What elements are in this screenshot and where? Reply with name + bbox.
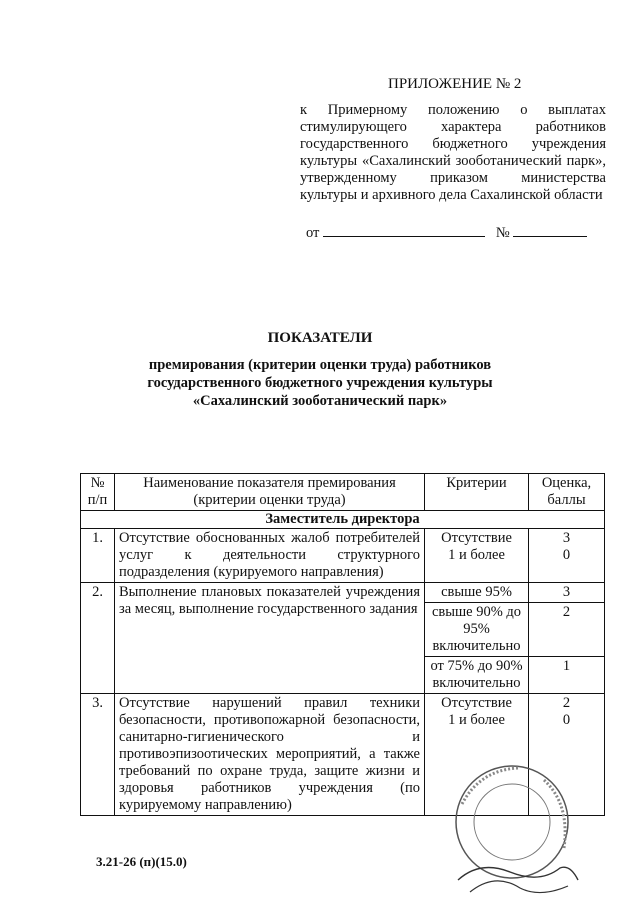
row-name: Отсутствие обоснованных жалоб потребителей услуг к деятельности структурного подразделения (курируемого направления) <box>115 529 425 583</box>
row-criteria: свыше 90% до 95% включительно <box>425 603 529 657</box>
subtitle-line-3: «Сахалинский зооботанический парк» <box>192 393 448 409</box>
row-num: 2. <box>81 583 115 694</box>
stamp-seal <box>440 760 590 900</box>
header-criteria: Критерии <box>425 474 529 511</box>
row-score: 3 <box>529 583 605 603</box>
section-title: Заместитель директора <box>81 511 605 529</box>
score-value: 3 <box>562 530 571 546</box>
section-row <box>81 511 605 529</box>
score-value: 2 <box>562 695 571 711</box>
table-row <box>81 583 605 603</box>
criteria-value: Отсутствие <box>441 695 512 711</box>
score-value: 0 <box>562 712 571 728</box>
table-row <box>81 529 605 583</box>
appendix-text: к Примерному положению о выплатах стимулирующего характера работников государственного бюджетного учреждения культуры «Сахалинский зооботанический парк», утвержденному приказом министерства культуры и архивного дела Сахалинской области <box>300 102 606 203</box>
document-title: ПОКАЗАТЕЛИ <box>267 330 373 346</box>
header-num: № п/п <box>81 474 115 511</box>
number-label: № <box>495 225 510 241</box>
stamp-ring-lettering <box>462 768 518 804</box>
criteria-value: 1 и более <box>448 547 505 563</box>
row-score: 1 <box>529 657 605 694</box>
appendix-title: ПРИЛОЖЕНИЕ № 2 <box>388 76 522 92</box>
score-value: 0 <box>562 547 571 563</box>
row-criteria <box>425 529 529 583</box>
row-score: 2 <box>529 603 605 657</box>
stamp-ring-lettering <box>544 780 565 848</box>
row-name: Выполнение плановых показателей учреждения за месяц, выполнение государственного задания <box>115 583 425 694</box>
header-score: Оценка, баллы <box>529 474 605 511</box>
criteria-value: Отсутствие <box>441 530 512 546</box>
date-blank <box>323 223 485 237</box>
subtitle-line-1: премирования (критерии оценки труда) работников <box>148 357 492 373</box>
row-num: 3. <box>81 694 115 816</box>
criteria-value: 1 и более <box>448 712 505 728</box>
header-name: Наименование показателя премирования (критерии оценки труда) <box>115 474 425 511</box>
signature-stroke <box>470 881 568 893</box>
stamp-outer-ring <box>456 766 568 878</box>
row-num: 1. <box>81 529 115 583</box>
row-name: Отсутствие нарушений правил техники безопасности, противопожарной безопасности, санитарно-гигиенического и противоэпизоотических мероприятий, а также требований по охране труда, защите жизни и здоровья работников учреждения (по курируемому направлению) <box>115 694 425 816</box>
number-blank <box>513 223 587 237</box>
document-subtitle <box>0 356 640 410</box>
row-criteria: от 75% до 90% включительно <box>425 657 529 694</box>
stamp-inner-ring <box>474 784 550 860</box>
table-header-row <box>81 474 605 511</box>
row-score <box>529 529 605 583</box>
subtitle-line-2: государственного бюджетного учреждения культуры <box>147 375 493 391</box>
appendix-date-number-line <box>306 223 606 242</box>
from-label: от <box>306 225 320 241</box>
row-criteria: свыше 95% <box>425 583 529 603</box>
footer-code: 3.21-26 (п)(15.0) <box>96 854 187 869</box>
